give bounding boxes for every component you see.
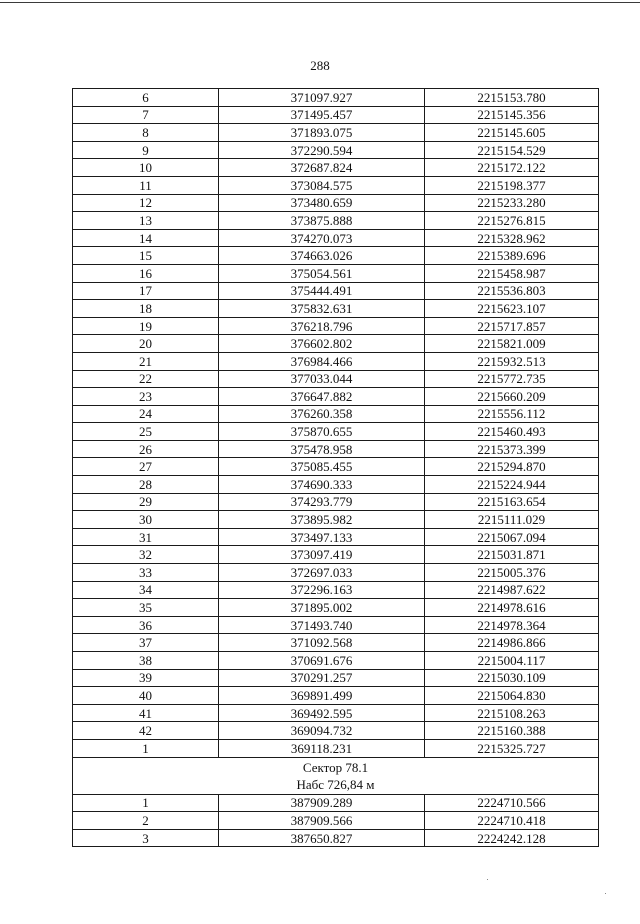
table-row	[73, 564, 599, 582]
table-row	[73, 812, 599, 830]
x-coordinate-cell: 373097.419	[219, 546, 425, 564]
table-row	[73, 476, 599, 494]
x-coordinate-cell: 373875.888	[219, 212, 425, 230]
point-number-cell: 13	[73, 212, 219, 230]
coordinates-table-body-sector	[73, 794, 599, 847]
table-row	[73, 722, 599, 740]
x-coordinate-cell: 373084.575	[219, 176, 425, 194]
y-coordinate-cell: 2214978.616	[425, 599, 599, 617]
point-number-cell: 25	[73, 423, 219, 441]
x-coordinate-cell: 375054.561	[219, 264, 425, 282]
table-row	[73, 264, 599, 282]
table-row	[73, 388, 599, 406]
table-row	[73, 493, 599, 511]
x-coordinate-cell: 371893.075	[219, 124, 425, 142]
x-coordinate-cell: 374663.026	[219, 247, 425, 265]
x-coordinate-cell: 377033.044	[219, 370, 425, 388]
y-coordinate-cell: 2215064.830	[425, 687, 599, 705]
y-coordinate-cell: 2215145.605	[425, 124, 599, 142]
x-coordinate-cell: 375085.455	[219, 458, 425, 476]
x-coordinate-cell: 376984.466	[219, 352, 425, 370]
point-number-cell: 1	[73, 739, 219, 757]
x-coordinate-cell: 387650.827	[219, 829, 425, 847]
table-row	[73, 194, 599, 212]
sector-height: Набс 726,84 м	[296, 776, 375, 792]
y-coordinate-cell: 2215325.727	[425, 739, 599, 757]
y-coordinate-cell: 2215030.109	[425, 669, 599, 687]
point-number-cell: 15	[73, 247, 219, 265]
y-coordinate-cell: 2215294.870	[425, 458, 599, 476]
point-number-cell: 27	[73, 458, 219, 476]
x-coordinate-cell: 373497.133	[219, 528, 425, 546]
sector-title: Сектор 78.1	[302, 759, 369, 775]
table-row	[73, 458, 599, 476]
table-row	[73, 739, 599, 757]
x-coordinate-cell: 375478.958	[219, 440, 425, 458]
coordinates-table	[72, 88, 599, 847]
y-coordinate-cell: 2215460.493	[425, 423, 599, 441]
x-coordinate-cell: 370291.257	[219, 669, 425, 687]
y-coordinate-cell: 2215623.107	[425, 300, 599, 318]
x-coordinate-cell: 372290.594	[219, 141, 425, 159]
table-row	[73, 634, 599, 652]
x-coordinate-cell: 371097.927	[219, 89, 425, 107]
x-coordinate-cell: 376218.796	[219, 317, 425, 335]
x-coordinate-cell: 371895.002	[219, 599, 425, 617]
point-number-cell: 8	[73, 124, 219, 142]
x-coordinate-cell: 371092.568	[219, 634, 425, 652]
x-coordinate-cell: 375832.631	[219, 300, 425, 318]
y-coordinate-cell: 2215224.944	[425, 476, 599, 494]
point-number-cell: 26	[73, 440, 219, 458]
y-coordinate-cell: 2215031.871	[425, 546, 599, 564]
point-number-cell: 3	[73, 829, 219, 847]
table-row	[73, 335, 599, 353]
table-row	[73, 229, 599, 247]
y-coordinate-cell: 2215932.513	[425, 352, 599, 370]
y-coordinate-cell: 2215067.094	[425, 528, 599, 546]
y-coordinate-cell: 2215821.009	[425, 335, 599, 353]
table-row	[73, 794, 599, 812]
y-coordinate-cell: 2215198.377	[425, 176, 599, 194]
x-coordinate-cell: 372296.163	[219, 581, 425, 599]
point-number-cell: 19	[73, 317, 219, 335]
table-row	[73, 247, 599, 265]
y-coordinate-cell: 2214986.866	[425, 634, 599, 652]
point-number-cell: 24	[73, 405, 219, 423]
x-coordinate-cell: 370691.676	[219, 652, 425, 670]
y-coordinate-cell: 2215005.376	[425, 564, 599, 582]
table-row	[73, 300, 599, 318]
x-coordinate-cell: 372687.824	[219, 159, 425, 177]
table-row	[73, 687, 599, 705]
point-number-cell: 30	[73, 511, 219, 529]
x-coordinate-cell: 387909.289	[219, 794, 425, 812]
point-number-cell: 10	[73, 159, 219, 177]
point-number-cell: 12	[73, 194, 219, 212]
point-number-cell: 1	[73, 794, 219, 812]
sector-header-row	[73, 757, 599, 794]
x-coordinate-cell: 369118.231	[219, 739, 425, 757]
point-number-cell: 37	[73, 634, 219, 652]
point-number-cell: 14	[73, 229, 219, 247]
point-number-cell: 7	[73, 106, 219, 124]
y-coordinate-cell: 2215556.112	[425, 405, 599, 423]
table-row	[73, 423, 599, 441]
y-coordinate-cell: 2215108.263	[425, 704, 599, 722]
table-row	[73, 669, 599, 687]
y-coordinate-cell: 2215160.388	[425, 722, 599, 740]
table-row	[73, 159, 599, 177]
table-row	[73, 528, 599, 546]
table-row	[73, 405, 599, 423]
y-coordinate-cell: 2215233.280	[425, 194, 599, 212]
point-number-cell: 40	[73, 687, 219, 705]
table-row	[73, 599, 599, 617]
x-coordinate-cell: 387909.566	[219, 812, 425, 830]
table-row	[73, 581, 599, 599]
point-number-cell: 9	[73, 141, 219, 159]
point-number-cell: 35	[73, 599, 219, 617]
scan-speck	[487, 879, 488, 880]
y-coordinate-cell: 2215660.209	[425, 388, 599, 406]
y-coordinate-cell: 2215772.735	[425, 370, 599, 388]
y-coordinate-cell: 2215111.029	[425, 511, 599, 529]
table-row	[73, 546, 599, 564]
point-number-cell: 2	[73, 812, 219, 830]
x-coordinate-cell: 375444.491	[219, 282, 425, 300]
table-row	[73, 616, 599, 634]
table-row	[73, 89, 599, 107]
x-coordinate-cell: 369492.595	[219, 704, 425, 722]
point-number-cell: 22	[73, 370, 219, 388]
y-coordinate-cell: 2215145.356	[425, 106, 599, 124]
x-coordinate-cell: 371495.457	[219, 106, 425, 124]
sector-header-cell	[73, 757, 599, 794]
y-coordinate-cell: 2215172.122	[425, 159, 599, 177]
point-number-cell: 18	[73, 300, 219, 318]
point-number-cell: 33	[73, 564, 219, 582]
point-number-cell: 39	[73, 669, 219, 687]
x-coordinate-cell: 373895.982	[219, 511, 425, 529]
point-number-cell: 31	[73, 528, 219, 546]
x-coordinate-cell: 374293.779	[219, 493, 425, 511]
point-number-cell: 42	[73, 722, 219, 740]
table-row	[73, 282, 599, 300]
y-coordinate-cell: 2215004.117	[425, 652, 599, 670]
point-number-cell: 32	[73, 546, 219, 564]
table-row	[73, 370, 599, 388]
scan-top-edge-line	[0, 2, 640, 3]
point-number-cell: 38	[73, 652, 219, 670]
point-number-cell: 28	[73, 476, 219, 494]
point-number-cell: 16	[73, 264, 219, 282]
y-coordinate-cell: 2214987.622	[425, 581, 599, 599]
y-coordinate-cell: 2215163.654	[425, 493, 599, 511]
point-number-cell: 20	[73, 335, 219, 353]
coordinates-table-body-main	[73, 89, 599, 758]
point-number-cell: 36	[73, 616, 219, 634]
y-coordinate-cell: 2215717.857	[425, 317, 599, 335]
y-coordinate-cell: 2224242.128	[425, 829, 599, 847]
x-coordinate-cell: 372697.033	[219, 564, 425, 582]
x-coordinate-cell: 371493.740	[219, 616, 425, 634]
sector-header-group	[73, 757, 599, 794]
y-coordinate-cell: 2215276.815	[425, 212, 599, 230]
x-coordinate-cell: 375870.655	[219, 423, 425, 441]
y-coordinate-cell: 2215536.803	[425, 282, 599, 300]
table-row	[73, 124, 599, 142]
point-number-cell: 11	[73, 176, 219, 194]
table-row	[73, 352, 599, 370]
point-number-cell: 17	[73, 282, 219, 300]
x-coordinate-cell: 376260.358	[219, 405, 425, 423]
y-coordinate-cell: 2215154.529	[425, 141, 599, 159]
y-coordinate-cell: 2215373.399	[425, 440, 599, 458]
point-number-cell: 41	[73, 704, 219, 722]
table-row	[73, 440, 599, 458]
point-number-cell: 34	[73, 581, 219, 599]
y-coordinate-cell: 2224710.418	[425, 812, 599, 830]
x-coordinate-cell: 376647.882	[219, 388, 425, 406]
point-number-cell: 29	[73, 493, 219, 511]
y-coordinate-cell: 2215328.962	[425, 229, 599, 247]
y-coordinate-cell: 2215153.780	[425, 89, 599, 107]
y-coordinate-cell: 2215458.987	[425, 264, 599, 282]
table-row	[73, 829, 599, 847]
x-coordinate-cell: 373480.659	[219, 194, 425, 212]
x-coordinate-cell: 374690.333	[219, 476, 425, 494]
table-row	[73, 511, 599, 529]
point-number-cell: 6	[73, 89, 219, 107]
x-coordinate-cell: 369094.732	[219, 722, 425, 740]
point-number-cell: 21	[73, 352, 219, 370]
table-row	[73, 652, 599, 670]
x-coordinate-cell: 376602.802	[219, 335, 425, 353]
page-number: 288	[310, 58, 330, 73]
table-row	[73, 141, 599, 159]
scan-speck	[605, 893, 606, 894]
table-row	[73, 212, 599, 230]
table-row	[73, 704, 599, 722]
table-row	[73, 106, 599, 124]
y-coordinate-cell: 2215389.696	[425, 247, 599, 265]
table-row	[73, 176, 599, 194]
x-coordinate-cell: 374270.073	[219, 229, 425, 247]
table-row	[73, 317, 599, 335]
y-coordinate-cell: 2224710.566	[425, 794, 599, 812]
x-coordinate-cell: 369891.499	[219, 687, 425, 705]
y-coordinate-cell: 2214978.364	[425, 616, 599, 634]
point-number-cell: 23	[73, 388, 219, 406]
